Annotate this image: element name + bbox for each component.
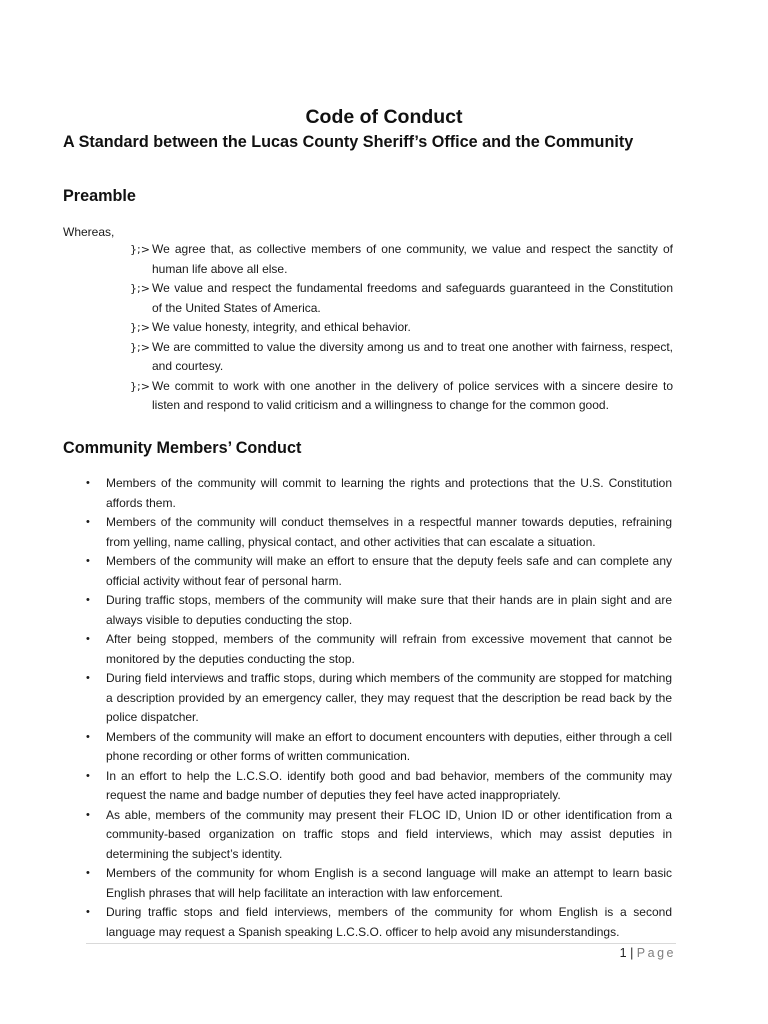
list-item-text: During field interviews and traffic stops, during which members of the community are stopped for matching a description provided by an emergency caller, they may request that the description be read back by the police dispatcher. [106,671,672,724]
preamble-item-text: We agree that, as collective members of one community, we value and respect the sanctity of human life above all else. [152,242,673,276]
list-item [86,728,672,767]
preamble-item-text: We value honesty, integrity, and ethical behavior. [152,320,411,334]
list-item-text: After being stopped, members of the community will refrain from excessive movement that cannot be monitored by the deputies conducting the stop. [106,632,672,666]
checkmark-arrow-bullet-icon: };> [130,379,150,393]
bullet-icon: • [86,555,90,567]
preamble-intro: Whereas, [63,225,115,239]
preamble-item [130,377,673,416]
list-item-text: Members of the community will commit to learning the rights and protections that the U.S. Constitution affords them. [106,476,672,510]
community-conduct-heading: Community Members’ Conduct [63,439,302,457]
list-item [86,591,672,630]
list-item [86,767,672,806]
list-item [86,474,672,513]
page-word: Page [636,946,676,960]
preamble-item [130,338,673,377]
list-item [86,669,672,728]
bullet-icon: • [86,594,90,606]
page-separator: | [630,946,634,960]
bullet-icon: • [86,867,90,879]
checkmark-arrow-bullet-icon: };> [130,321,150,334]
list-item-text: Members of the community will make an effort to document encounters with deputies, either through a cell phone recording or other forms of written communication. [106,729,672,763]
bullet-icon: • [86,769,90,782]
list-item-text: In an effort to help the L.C.S.O. identify both good and bad behavior, members of the community may request the name and badge number of deputies they feel have acted inappropriately. [106,768,672,802]
preamble-heading: Preamble [63,187,136,205]
list-item-text: During traffic stops, members of the community will make sure that their hands are in plain sight and are always visible to deputies conducting the stop. [106,593,672,627]
preamble-item-text: We commit to work with one another in the delivery of police services with a sincere desire to listen and respond to valid criticism and a willingness to change for the common good. [152,378,673,412]
list-item-text: Members of the community will conduct themselves in a respectful manner towards deputies, refraining from yelling, name calling, physical contact, and other activities that can escalate a situation. [106,515,672,549]
preamble-item-text: We value and respect the fundamental freedoms and safeguards guaranteed in the Constitution of the United States of America. [152,281,673,315]
community-conduct-list [86,474,672,942]
page-footer [620,946,676,960]
preamble-item [130,240,673,279]
bullet-icon: • [86,808,90,821]
list-item-text: As able, members of the community may present their FLOC ID, Union ID or other identification from a community-based organization on traffic stops and field interviews, which may assist deputies in determining the subject’s identity. [106,807,672,861]
list-item-text: During traffic stops and field interviews, members of the community for whom English is a second language may request a Spanish speaking L.C.S.O. officer to help avoid any misunderstandings. [106,905,672,939]
preamble-item [130,318,673,338]
checkmark-arrow-bullet-icon: };> [130,243,150,256]
document-subtitle: A Standard between the Lucas County Sheriff’s Office and the Community [63,133,634,151]
preamble-list [130,240,673,416]
bullet-icon: • [86,633,90,645]
bullet-icon: • [86,672,90,684]
list-item [86,806,672,865]
list-item [86,513,672,552]
checkmark-arrow-bullet-icon: };> [130,282,150,295]
document-title: Code of Conduct [305,106,463,128]
list-item [86,864,672,903]
bullet-icon: • [86,477,90,489]
bullet-icon: • [86,906,90,918]
bullet-icon: • [86,516,90,528]
preamble-item [130,279,673,318]
list-item [86,903,672,942]
footer-divider [86,943,676,944]
list-item [86,630,672,669]
checkmark-arrow-bullet-icon: };> [130,340,150,354]
list-item-text: Members of the community for whom English is a second language will make an attempt to learn basic English phrases that will help facilitate an interaction with law enforcement. [106,866,672,900]
bullet-icon: • [86,730,90,743]
list-item [86,552,672,591]
page-number: 1 [619,946,627,960]
list-item-text: Members of the community will make an effort to ensure that the deputy feels safe and can complete any official activity without fear of personal harm. [106,554,672,588]
preamble-item-text: We are committed to value the diversity among us and to treat one another with fairness, respect, and courtesy. [152,339,673,373]
